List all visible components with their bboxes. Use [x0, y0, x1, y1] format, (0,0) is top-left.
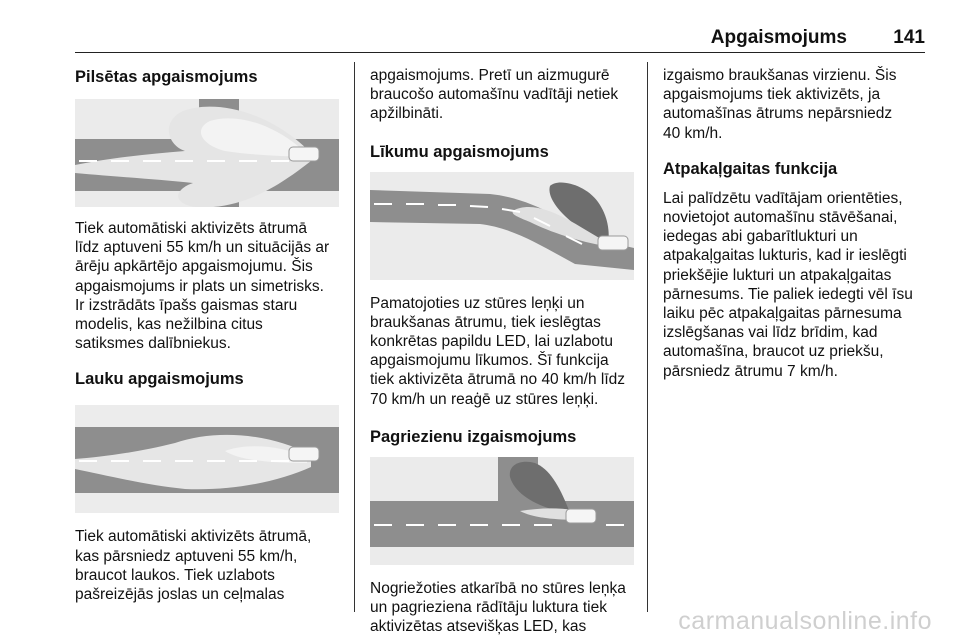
- column-divider: [647, 62, 648, 612]
- heading-country-lighting: Lauku apgaismojums: [75, 370, 244, 389]
- page-number: 141: [893, 27, 925, 48]
- curve-lighting-illustration: [370, 172, 634, 280]
- paragraph-reverse-function: Lai palīdzētu vadītājam orientēties, novietojot automašīnu stāvēšanai, iedegas abi gabarītlukturi un atpakaļgaitas lukturis, kad ir ieslēgti priekšējie lukturi un atpakaļgaitas pārnesums. Tie paliek iedegti vēl īsu laiku pēc atpakaļgaitas pārnesuma izslēgšanas vai līdz brīdim, kad automašīna, braucot uz priekšu, pārsniedz ātrumu 7 km/h.: [663, 189, 913, 380]
- paragraph-city-lighting: Tiek automātiski aktivizēts ātrumā līdz aptuveni 55 km/h un situācijās ar ārēju apkārtējo apgaismojumu. Šis apgaismojums ir plats un simetrisks. Ir izstrādāts īpašs gaismas staru modelis, kas nežilbina citus satiksmes dalībniekus.: [75, 220, 330, 353]
- paragraph-turn-lighting-continued: izgaismo braukšanas virzienu. Šis apgaismojums tiek aktivizēts, ja automašīnas ātrums nepārsniedz 40 km/h.: [663, 67, 897, 142]
- heading-reverse-function: Atpakaļgaitas funkcija: [663, 159, 838, 178]
- country-lighting-illustration: [75, 405, 339, 513]
- paragraph-turn-lighting: Nogriežoties atkarībā no stūres leņķa un pagrieziena rādītāju luktura tiek aktivizētas atsevišķas LED, kas: [370, 579, 626, 636]
- heading-turn-lighting: Pagriezienu izgaismojums: [370, 427, 577, 446]
- city-lighting-illustration: [75, 99, 339, 207]
- column-1: [75, 60, 343, 604]
- column-2: [370, 60, 635, 636]
- watermark: carmanualsonline.info: [678, 607, 932, 635]
- heading-city-lighting: Pilsētas apgaismojums: [75, 68, 258, 86]
- column-3: [663, 60, 928, 381]
- turn-lighting-illustration: [370, 457, 634, 565]
- column-divider: [354, 62, 355, 612]
- page-header: [75, 24, 925, 53]
- paragraph-country-lighting: Tiek automātiski aktivizēts ātrumā, kas pārsniedz aptuveni 55 km/h, braucot laukos. Tiek uzlabots pašreizējās joslas un ceļmalas: [75, 528, 312, 604]
- paragraph-country-lighting-continued: apgaismojums. Pretī un aizmugurē braucošo automašīnu vadītāji netiek apžilbināti.: [370, 67, 619, 123]
- paragraph-curve-lighting: Pamatojoties uz stūres leņķi un braukšanas ātrumu, tiek ieslēgtas konkrētas papildu LED, lai uzlabotu apgaismojumu līkumos. Šī funkcija tiek aktivizēta ātrumā no 40 km/h līdz 70 km/h un reaģē uz stūres leņķi.: [370, 294, 626, 408]
- heading-curve-lighting: Līkumu apgaismojums: [370, 142, 549, 161]
- page-title: Apgaismojums: [710, 27, 847, 48]
